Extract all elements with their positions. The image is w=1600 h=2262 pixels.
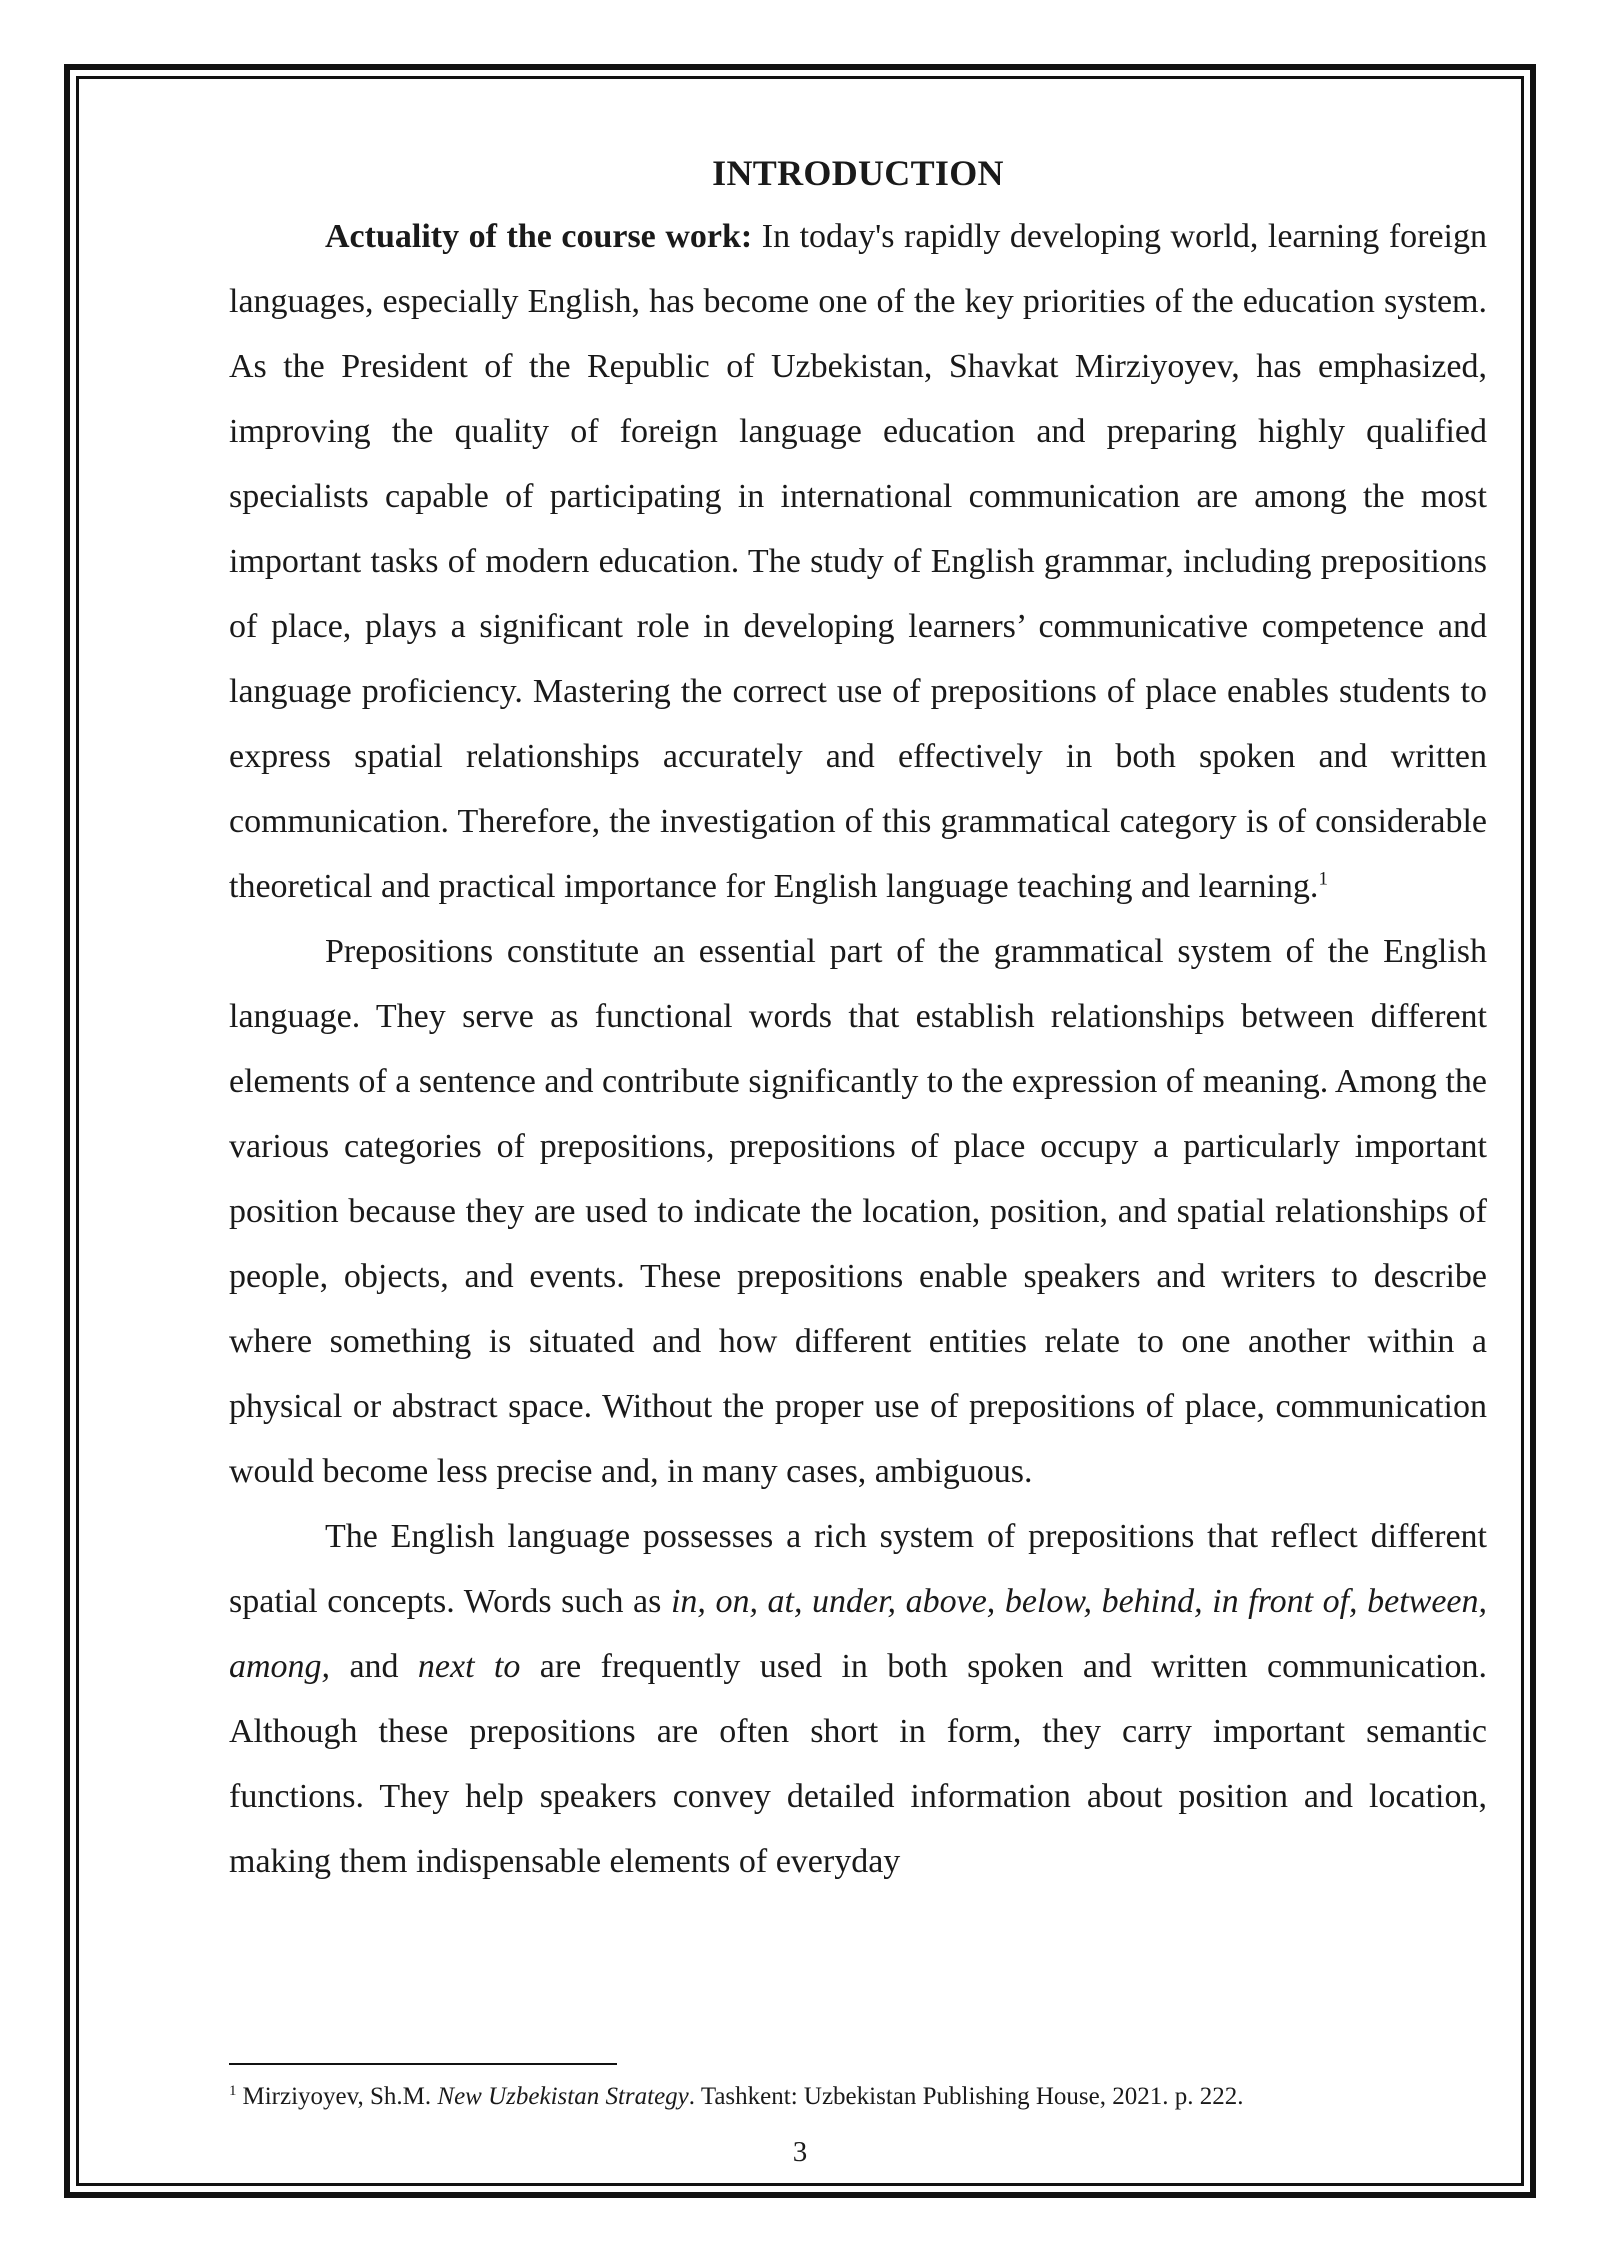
paragraph-text: The English language possesses a rich system of prepositions that reflect different spatial concepts. Words such as [229, 1518, 1487, 1620]
page-number: 3 [792, 2136, 808, 2168]
document-body [229, 146, 1487, 1894]
paragraph-text: and [330, 1648, 418, 1685]
paragraph-prepositions: Prepositions constitute an essential part of the grammatical system of the English language. They serve as functional words that establish relationships between different elements of a sentence and contribute significantly to the expression of meaning. Among the various categories of prepositions, prepositions of place occupy a particularly important position because they are used to indicate the location, position, and spatial relationships of people, objects, and events. These prepositions enable speakers and writers to describe where something is situated and how different entities relate to one another within a physical or abstract space. Without the proper use of prepositions of place, communication would become less precise and, in many cases, ambiguous. [229, 933, 1487, 1490]
footnote [229, 2080, 1487, 2114]
preposition-examples: in, on, at, under, above, below, behind, in front of, between, among, [229, 1583, 1487, 1685]
preposition-example-next-to: next to [417, 1648, 521, 1685]
footnote-separator [229, 2063, 617, 2065]
page-title: INTRODUCTION [712, 153, 1004, 193]
footnote-author: Mirziyoyev, Sh.M. [242, 2083, 438, 2110]
footnote-publication: . Tashkent: Uzbekistan Publishing House, 2021. p. 222. [688, 2083, 1244, 2110]
paragraph-text: In today's rapidly developing world, learning foreign languages, especially English, has become one of the key priorities of the education system. As the President of the Republic of Uzbekistan, Shavkat Mirziyoyev, has emphasized, improving the quality of foreign language education and preparing highly qualified specialists capable of participating in international communication are among the most important tasks of modern education. The study of English grammar, including prepositions of place, plays a significant role in developing learners’ communicative competence and language proficiency. Mastering the correct use of prepositions of place enables students to express spatial relationships accurately and effectively in both spoken and written communication. Therefore, the investigation of this grammatical category is of considerable theoretical and practical importance for English language teaching and learning. [229, 218, 1487, 905]
paragraph-lead: Actuality of the course work: [325, 218, 753, 255]
footnote-work-title: New Uzbekistan Strategy [437, 2083, 689, 2110]
footnote-number: 1 [229, 2082, 237, 2099]
paragraph-english-system [229, 1504, 1487, 1894]
paragraph-text: are frequently used in both spoken and written communication. Although these prepositions are often short in form, they carry important semantic functions. They help speakers convey detailed information about position and location, making them indispensable elements of everyday [229, 1648, 1487, 1880]
footnote-reference[interactable]: 1 [1318, 868, 1328, 890]
paragraph-actuality [229, 204, 1487, 919]
